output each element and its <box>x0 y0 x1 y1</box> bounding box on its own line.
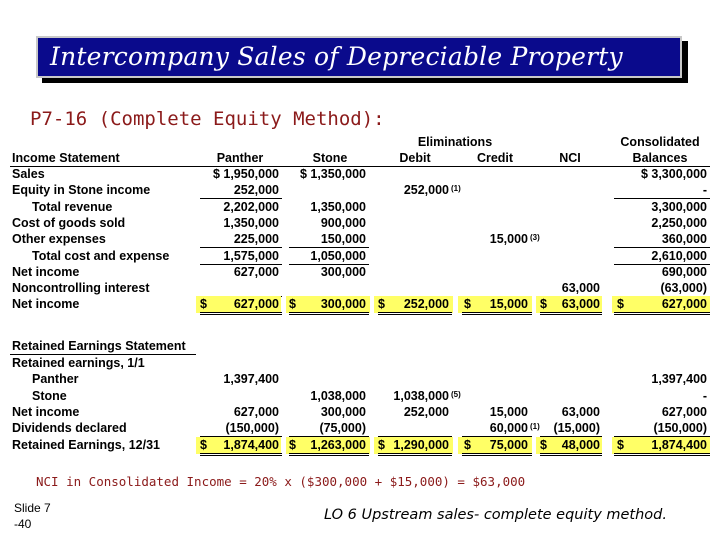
income-row-label: Cost of goods sold <box>12 215 126 230</box>
income-row-label: Net income <box>12 264 80 279</box>
re-row-label: Stone <box>32 388 67 403</box>
title-banner <box>36 36 682 78</box>
slide-number-line2: -40 <box>14 517 32 531</box>
re-cell-debit: 252,000 <box>403 404 449 419</box>
income-row-label: Net income <box>12 297 80 312</box>
income-cell-stone: 1,350,000 <box>310 199 366 214</box>
nci-computation-note: NCI in Consolidated Income = 20% x ($300,000 + $15,000) = $63,000 <box>36 474 526 489</box>
slide-number-line1: Slide 7 <box>14 501 51 515</box>
income-row-label: Noncontrolling interest <box>12 281 150 296</box>
re-dollar-sign: $ <box>617 437 624 452</box>
re-dollar-sign: $ <box>540 437 547 452</box>
re-rule <box>614 453 710 456</box>
income-cell-panther: 1,350,000 <box>223 215 279 230</box>
income-cell-cons: (63,000) <box>660 281 707 296</box>
income-row-label: Total revenue <box>32 199 113 214</box>
re-rule <box>462 453 532 456</box>
income-cell-cons: 627,000 <box>661 297 707 312</box>
income-ref-credit: (3) <box>530 233 540 243</box>
re-row-label: Panther <box>32 372 79 387</box>
re-row-label: Retained Earnings, 12/31 <box>12 437 160 452</box>
header-eliminations: Eliminations <box>417 135 493 149</box>
problem-subtitle: P7-16 (Complete Equity Method): <box>30 108 385 130</box>
re-cell-nci: 48,000 <box>561 437 600 452</box>
re-ref-debit: (5) <box>451 389 461 399</box>
income-cell-panther: 627,000 <box>233 297 279 312</box>
re-cell-credit: 15,000 <box>489 404 528 419</box>
re-dollar-sign: $ <box>464 437 471 452</box>
header-income-statement: Income Statement <box>12 151 120 165</box>
income-cell-panther: 225,000 <box>233 232 279 247</box>
income-cell-stone: 300,000 <box>320 297 366 312</box>
header-credit: Credit <box>476 151 514 165</box>
income-rule <box>462 312 532 315</box>
income-rule <box>378 312 452 315</box>
income-cell-panther: 252,000 <box>233 183 279 198</box>
re-cell-credit: 75,000 <box>489 437 528 452</box>
income-cell-stone: 150,000 <box>320 232 366 247</box>
slide-number <box>14 500 51 532</box>
income-cell-cons: 2,610,000 <box>651 248 707 263</box>
re-row-label: Net income <box>12 404 80 419</box>
income-cell-cons: 2,250,000 <box>651 215 707 230</box>
re-cell-cons: 1,874,400 <box>651 437 707 452</box>
re-cell-panther: 1,397,400 <box>223 372 279 387</box>
income-rule <box>540 312 602 315</box>
header-panther: Panther <box>216 151 264 165</box>
income-row-label: Total cost and expense <box>32 248 170 263</box>
re-cell-debit: 1,290,000 <box>393 437 449 452</box>
re-dollar-sign: $ <box>378 437 385 452</box>
income-ref-debit: (1) <box>451 184 461 194</box>
income-cell-nci: 63,000 <box>561 281 600 296</box>
income-rule <box>614 312 710 315</box>
income-cell-stone: 900,000 <box>320 215 366 230</box>
re-header-underline <box>10 354 196 355</box>
income-cell-cons: 690,000 <box>661 264 707 279</box>
income-cell-credit: 15,000 <box>489 297 528 312</box>
re-cell-stone: (75,000) <box>319 421 366 436</box>
income-dollar-sign: $ <box>289 297 296 312</box>
income-dollar-sign: $ <box>464 297 471 312</box>
re-ref-credit: (1) <box>530 422 540 432</box>
income-rule <box>289 312 369 315</box>
income-cell-panther: 2,202,000 <box>223 199 279 214</box>
re-row-label: Retained earnings, 1/1 <box>12 356 145 370</box>
re-cell-nci: (15,000) <box>553 421 600 436</box>
re-cell-cons: 1,397,400 <box>651 372 707 387</box>
header-nci: NCI <box>559 151 581 165</box>
income-row-label: Other expenses <box>12 232 106 247</box>
re-cell-cons: - <box>702 388 707 403</box>
re-cell-credit: 60,000 <box>489 421 528 436</box>
re-cell-stone: 1,038,000 <box>310 388 366 403</box>
income-cell-cons: - <box>702 183 707 198</box>
income-cell-debit: 252,000 <box>403 297 449 312</box>
income-cell-panther: $ 1,950,000 <box>212 167 279 181</box>
re-cell-cons: (150,000) <box>653 421 707 436</box>
header-stone: Stone <box>312 151 348 165</box>
income-cell-debit: 252,000 <box>403 183 449 198</box>
re-rule <box>200 453 282 456</box>
re-cell-panther: 627,000 <box>233 404 279 419</box>
re-section-header: Retained Earnings Statement <box>12 339 186 353</box>
income-row-label: Equity in Stone income <box>12 183 151 198</box>
re-cell-panther: 1,874,400 <box>223 437 279 452</box>
income-cell-cons: 3,300,000 <box>651 199 707 214</box>
re-cell-cons: 627,000 <box>661 404 707 419</box>
re-cell-panther: (150,000) <box>225 421 279 436</box>
re-cell-stone: 300,000 <box>320 404 366 419</box>
income-dollar-sign: $ <box>540 297 547 312</box>
income-cell-stone: 300,000 <box>320 264 366 279</box>
slide-title: Intercompany Sales of Depreciable Property <box>50 42 623 71</box>
income-cell-panther: 1,575,000 <box>223 248 279 263</box>
income-cell-stone: 1,050,000 <box>310 248 366 263</box>
income-cell-panther: 627,000 <box>233 264 279 279</box>
income-cell-credit: 15,000 <box>489 232 528 247</box>
re-rule <box>289 453 369 456</box>
re-cell-stone: 1,263,000 <box>310 437 366 452</box>
income-cell-stone: $ 1,350,000 <box>299 167 366 181</box>
header-debit: Debit <box>399 151 431 165</box>
header-consolidated: Consolidated <box>620 135 700 149</box>
income-cell-cons: 360,000 <box>661 232 707 247</box>
learning-objective: LO 6 Upstream sales- complete equity method. <box>324 507 667 523</box>
re-dollar-sign: $ <box>200 437 207 452</box>
re-cell-debit: 1,038,000 <box>393 388 449 403</box>
income-dollar-sign: $ <box>378 297 385 312</box>
income-cell-nci: 63,000 <box>561 297 600 312</box>
income-dollar-sign: $ <box>200 297 207 312</box>
income-row-label: Sales <box>12 167 45 181</box>
header-balances: Balances <box>632 151 688 165</box>
re-cell-nci: 63,000 <box>561 404 600 419</box>
re-dollar-sign: $ <box>289 437 296 452</box>
income-dollar-sign: $ <box>617 297 624 312</box>
re-rule <box>378 453 452 456</box>
income-cell-cons: $ 3,300,000 <box>640 167 707 181</box>
re-row-label: Dividends declared <box>12 421 127 436</box>
income-rule <box>200 312 282 315</box>
re-rule <box>540 453 602 456</box>
